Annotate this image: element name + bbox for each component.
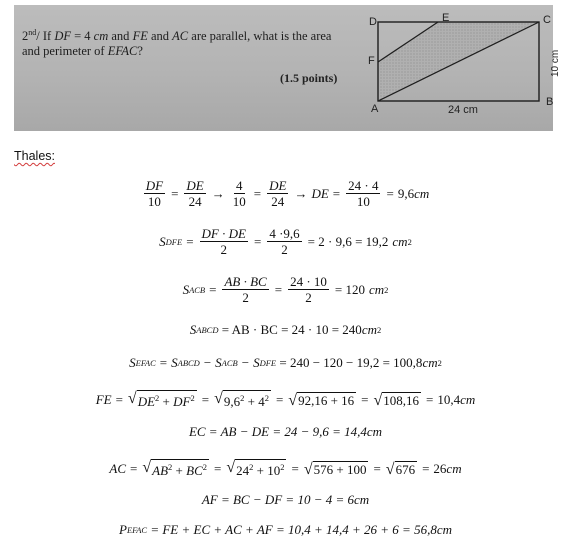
side-ab-label: 24 cm bbox=[448, 104, 478, 116]
problem-points: (1.5 points) bbox=[280, 71, 338, 85]
vertex-e-label: E bbox=[442, 12, 450, 24]
equation-area-acb: S ACB = $\frac{AB \cdot BC}{2}$ = $\frac{24 \cdot 10}{2}$ = 120 cm 2 bbox=[182, 274, 389, 305]
equation-area-dfe: S DFE = $\frac{DF \cdot DE}{2}$ = $\frac{4 \cdot 9,6}{2}$ = 2 · 9,6 = 19,2 cm 2 bbox=[159, 226, 412, 257]
equation-perimeter-efac: P EFAC = FE + EC + AC + AF = 10,4 + 14,4 + 26 + 6 = 56,8 cm bbox=[118, 522, 452, 537]
vertex-f-label: F bbox=[368, 55, 375, 67]
problem-question: 2nd/ If DF = 4 cm and FE and AC are parallel, what is the area and perimeter of EFAC? bbox=[22, 28, 332, 58]
equation-length-af: AF = BC − DF = 10 − 4 = 6 cm bbox=[201, 492, 370, 507]
vertex-a-label: A bbox=[371, 103, 379, 115]
side-bc-label: 10 cm bbox=[550, 49, 561, 77]
vertex-c-label: C bbox=[543, 14, 551, 26]
equation-length-fe: FE = √ $DE^2 + DF^2$ = √ $9,6^2 + 4^2$ = √ 92,16 + 16 = √ 108,16 = 10,4 cm bbox=[95, 390, 476, 409]
equation-thales-proportion: $\frac{DF}{10}$ = $\frac{DE}{24}$ → $\frac{4}{10}$ = $\frac{DE}{24}$ → DE = $\frac{24 \cdot 4}{10}$ = 9,6 cm bbox=[145, 178, 430, 209]
equation-length-ac: AC = √ $AB^2 + BC^2$ = √ $24^2 + 10^2$ = √ 576 + 100 = √ 676 = 26 cm bbox=[109, 459, 462, 478]
equation-length-ec: EC = AB − DE = 24 − 9,6 = 14,4 cm bbox=[188, 424, 383, 439]
rectangle-figure bbox=[344, 5, 561, 131]
problem-photo bbox=[14, 5, 561, 131]
equation-area-efac: S EFAC = S ABCD − S ACB − S DFE = 240 − 120 − 19,2 = 100,8 cm 2 bbox=[129, 355, 442, 370]
equation-area-abcd: S ABCD = AB · BC = 24 · 10 = 240 cm 2 bbox=[189, 322, 382, 337]
solution-heading: Thales: bbox=[14, 149, 55, 163]
vertex-b-label: B bbox=[546, 96, 554, 108]
vertex-d-label: D bbox=[369, 16, 377, 28]
